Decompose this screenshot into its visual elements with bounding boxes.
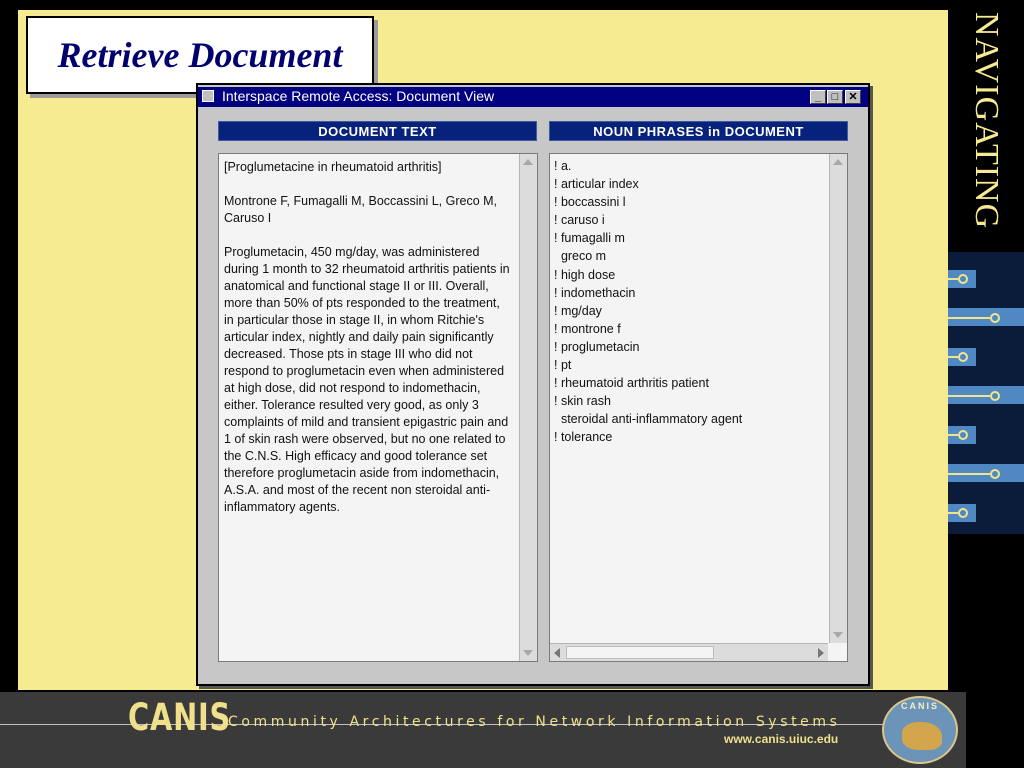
noun-phrase-item[interactable]: ! montrone f	[554, 321, 621, 336]
circuit-trace	[948, 434, 958, 436]
noun-phrase-item[interactable]: ! mg/day	[554, 303, 602, 318]
side-section-label: NAVIGATING	[968, 12, 1005, 230]
noun-phrase-item[interactable]: ! articular index	[554, 177, 639, 192]
circuit-decoration	[948, 252, 1024, 534]
circuit-node	[958, 274, 968, 284]
document-paragraph: Montrone F, Fumagalli M, Boccassini L, Greco M, Caruso I	[224, 194, 498, 225]
minimize-button[interactable]: _	[810, 90, 826, 104]
window-titlebar[interactable]	[198, 87, 868, 107]
circuit-trace	[948, 356, 958, 358]
noun-phrase-item[interactable]: ! rheumatoid arthritis patient	[554, 376, 709, 391]
canis-tagline: Community Architectures for Network Information Systems	[228, 714, 841, 730]
canis-wordmark: CANIS	[128, 696, 232, 739]
scroll-right-arrow-icon[interactable]	[818, 648, 824, 658]
document-text-header: DOCUMENT TEXT	[218, 121, 537, 141]
noun-phrase-item[interactable]: greco m	[554, 249, 607, 264]
footer-bar	[0, 692, 966, 768]
noun-phrases-vertical-scrollbar[interactable]	[829, 154, 847, 643]
scroll-down-arrow-icon[interactable]	[523, 650, 533, 656]
noun-phrases-header: NOUN PHRASES in DOCUMENT	[549, 121, 848, 141]
canis-logo-icon	[882, 696, 958, 764]
noun-phrase-item[interactable]: ! skin rash	[554, 394, 611, 409]
noun-phrases-box[interactable]	[549, 153, 848, 662]
scroll-up-arrow-icon[interactable]	[833, 159, 843, 165]
scroll-left-arrow-icon[interactable]	[554, 648, 560, 658]
document-vertical-scrollbar[interactable]	[519, 154, 537, 661]
circuit-trace	[948, 473, 990, 475]
noun-phrase-item[interactable]: ! boccassini l	[554, 195, 626, 210]
window-title: Interspace Remote Access: Document View	[222, 88, 495, 104]
maximize-button[interactable]: □	[827, 90, 843, 104]
circuit-node	[990, 313, 1000, 323]
document-paragraph: Proglumetacin, 450 mg/day, was administered during 1 month to 32 rheumatoid arthritis patients in anatomical and functional stage II or III. Overall, more than 50% of pts responded to the treatment, in particular those in stage II, in whom Ritchie's articular index, nightly and daily pain significantly decreased. Those pts in stage III who did not respond to proglumetacin even when administered at high dose, did not respond to indomethacin, either. Tolerance resulted very good, as only 3 complaints of mild and transient epigastric pain and 1 of skin rash were observed, but no one related to the C.N.S. High efficacy and good tolerance set therefore proglumetacin aside from indomethacin, A.S.A. and most of the recent non steroidal anti-inflammatory agents.	[224, 245, 510, 514]
circuit-trace	[948, 317, 990, 319]
noun-phrase-item[interactable]: ! pt	[554, 358, 572, 373]
circuit-trace	[948, 278, 958, 280]
circuit-trace	[948, 395, 990, 397]
document-view-window	[196, 83, 870, 686]
circuit-node	[990, 469, 1000, 479]
noun-phrase-item[interactable]: ! proglumetacin	[554, 339, 640, 354]
document-text-box[interactable]	[218, 153, 538, 662]
noun-phrase-item[interactable]: ! fumagalli m	[554, 231, 625, 246]
scroll-thumb[interactable]	[566, 646, 714, 659]
close-button[interactable]: ✕	[845, 90, 861, 104]
slide-title: Retrieve Document	[57, 35, 343, 75]
app-icon[interactable]	[202, 90, 214, 102]
noun-phrase-item[interactable]: ! high dose	[554, 267, 616, 282]
noun-phrases-horizontal-scrollbar[interactable]	[550, 643, 828, 661]
circuit-node	[958, 430, 968, 440]
circuit-node	[958, 352, 968, 362]
logo-text: CANIS	[900, 701, 939, 711]
noun-phrase-item[interactable]: ! indomethacin	[554, 285, 636, 300]
noun-phrase-item[interactable]: ! caruso i	[554, 213, 605, 228]
scroll-up-arrow-icon[interactable]	[523, 159, 533, 165]
scroll-down-arrow-icon[interactable]	[833, 632, 843, 638]
document-paragraph: [Proglumetacine in rheumatoid arthritis]	[224, 160, 442, 174]
document-text-content	[224, 159, 512, 533]
circuit-node	[958, 508, 968, 518]
circuit-trace	[948, 512, 958, 514]
dog-icon	[902, 722, 942, 750]
noun-phrase-item[interactable]: ! tolerance	[554, 430, 613, 445]
circuit-node	[990, 391, 1000, 401]
noun-phrase-item[interactable]: ! a.	[554, 159, 572, 173]
noun-phrases-list	[554, 157, 824, 447]
noun-phrase-item[interactable]: steroidal anti-inflammatory agent	[554, 412, 743, 427]
canis-url[interactable]: www.canis.uiuc.edu	[724, 732, 839, 746]
